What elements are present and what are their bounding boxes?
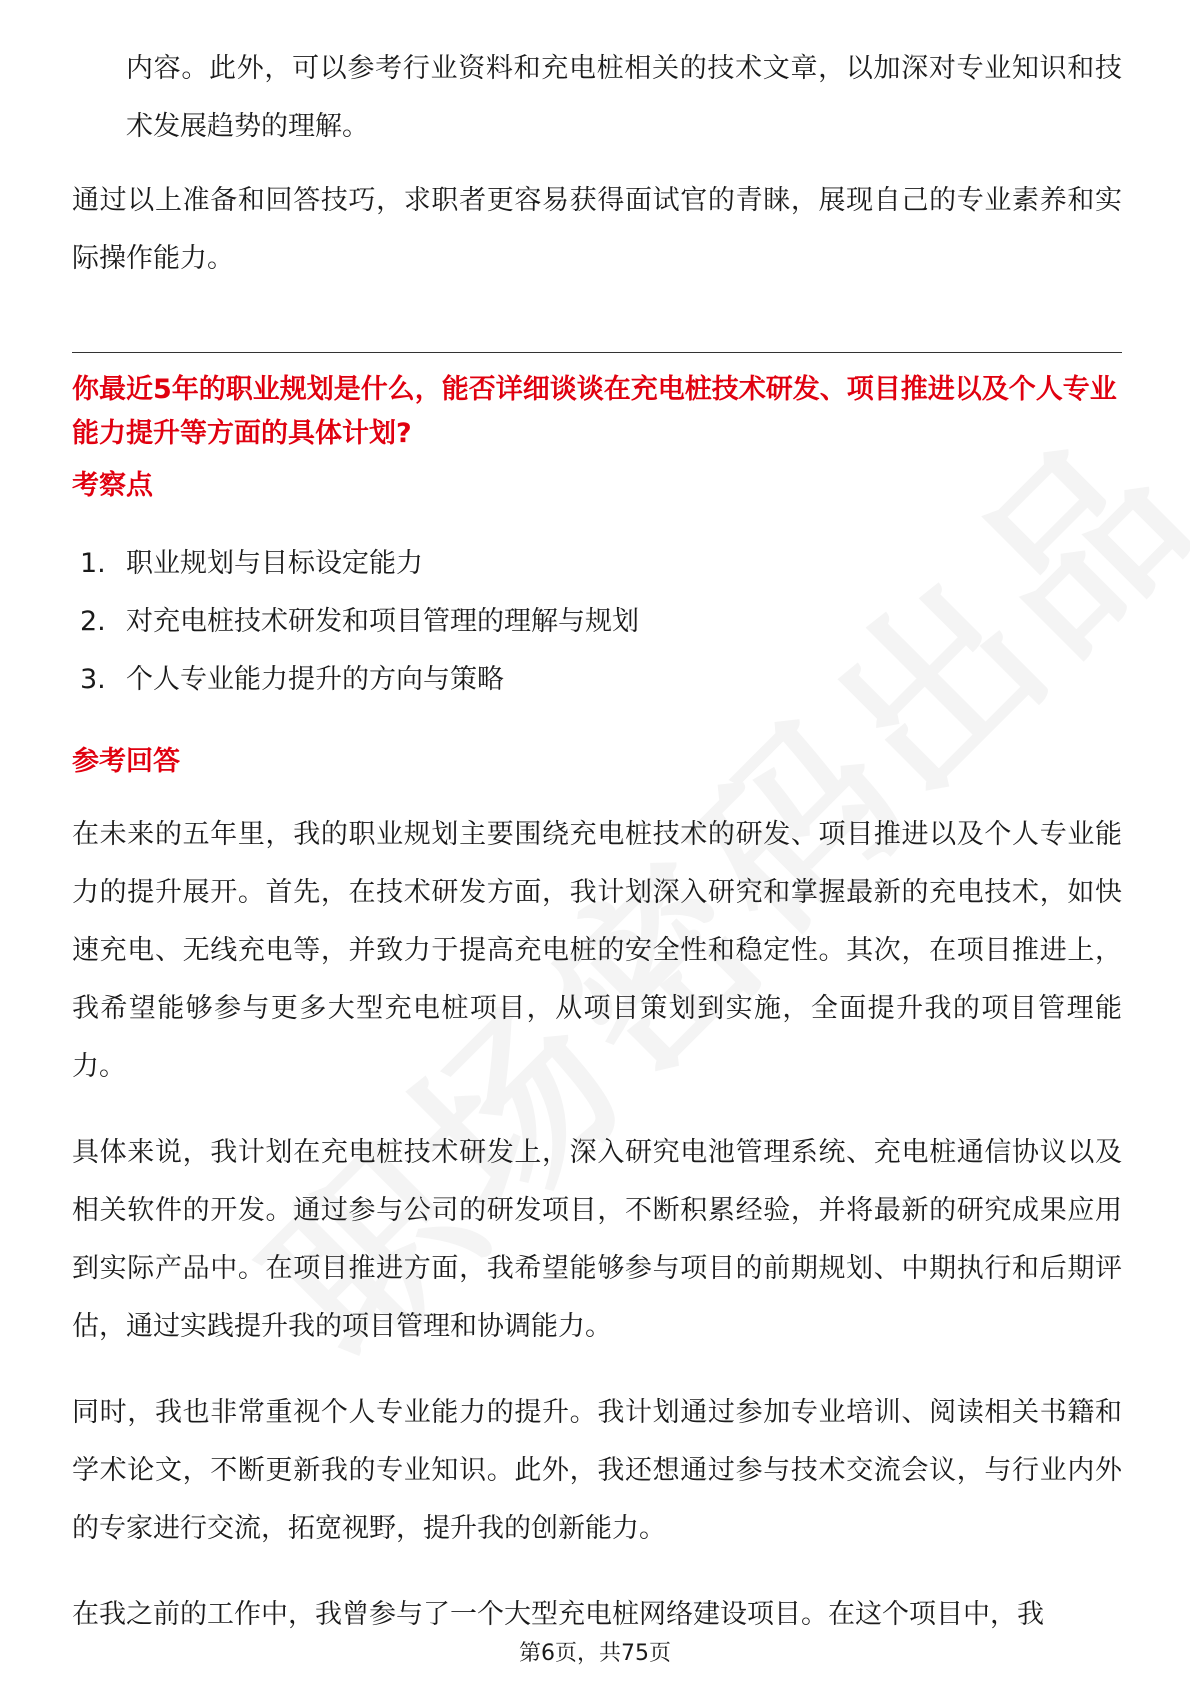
list-item-number: 2. (80, 606, 106, 637)
list-item-text: 对充电桩技术研发和项目管理的理解与规划 (126, 606, 639, 637)
question-title: 你最近5年的职业规划是什么，能否详细谈谈在充电桩技术研发、项目推进以及个人专业能力提升等方面的具体计划? (72, 374, 1117, 449)
assessment-heading: 考察点 (72, 470, 153, 501)
list-item-text: 个人专业能力提升的方向与策略 (126, 664, 504, 695)
list-item (80, 593, 639, 651)
assessment-list (80, 535, 639, 709)
answer-paragraph: 同时，我也非常重视个人专业能力的提升。我计划通过参加专业培训、阅读相关书籍和学术论文，不断更新我的专业知识。此外，我还想通过参与技术交流会议，与行业内外的专家进行交流，拓宽视野，提升我的创新能力。 (72, 1397, 1122, 1544)
page-number: 第6页，共75页 (519, 1641, 671, 1666)
list-item-number: 3. (80, 664, 106, 695)
answer-paragraph: 在我之前的工作中，我曾参与了一个大型充电桩网络建设项目。在这个项目中，我 (72, 1599, 1044, 1630)
answer-heading: 参考回答 (72, 746, 180, 777)
list-item-number: 1. (80, 548, 106, 579)
answer-paragraph: 在未来的五年里，我的职业规划主要围绕充电桩技术的研发、项目推进以及个人专业能力的提升展开。首先，在技术研发方面，我计划深入研究和掌握最新的充电技术，如快速充电、无线充电等，并致力于提高充电桩的安全性和稳定性。其次，在项目推进上，我希望能够参与更多大型充电桩项目，从项目策划到实施，全面提升我的项目管理能力。 (72, 819, 1122, 1082)
list-item (80, 651, 639, 709)
list-item-text: 职业规划与目标设定能力 (126, 548, 423, 579)
intro-continuation: 内容。此外，可以参考行业资料和充电桩相关的技术文章，以加深对专业知识和技术发展趋势的理解。 (126, 53, 1122, 142)
list-item (80, 535, 639, 593)
intro-closing: 通过以上准备和回答技巧，求职者更容易获得面试官的青睐，展现自己的专业素养和实际操作能力。 (72, 185, 1122, 274)
answer-paragraph: 具体来说，我计划在充电桩技术研发上，深入研究电池管理系统、充电桩通信协议以及相关软件的开发。通过参与公司的研发项目，不断积累经验，并将最新的研究成果应用到实际产品中。在项目推进方面，我希望能够参与项目的前期规划、中期执行和后期评估，通过实践提升我的项目管理和协调能力。 (72, 1137, 1122, 1342)
section-divider (72, 352, 1122, 353)
